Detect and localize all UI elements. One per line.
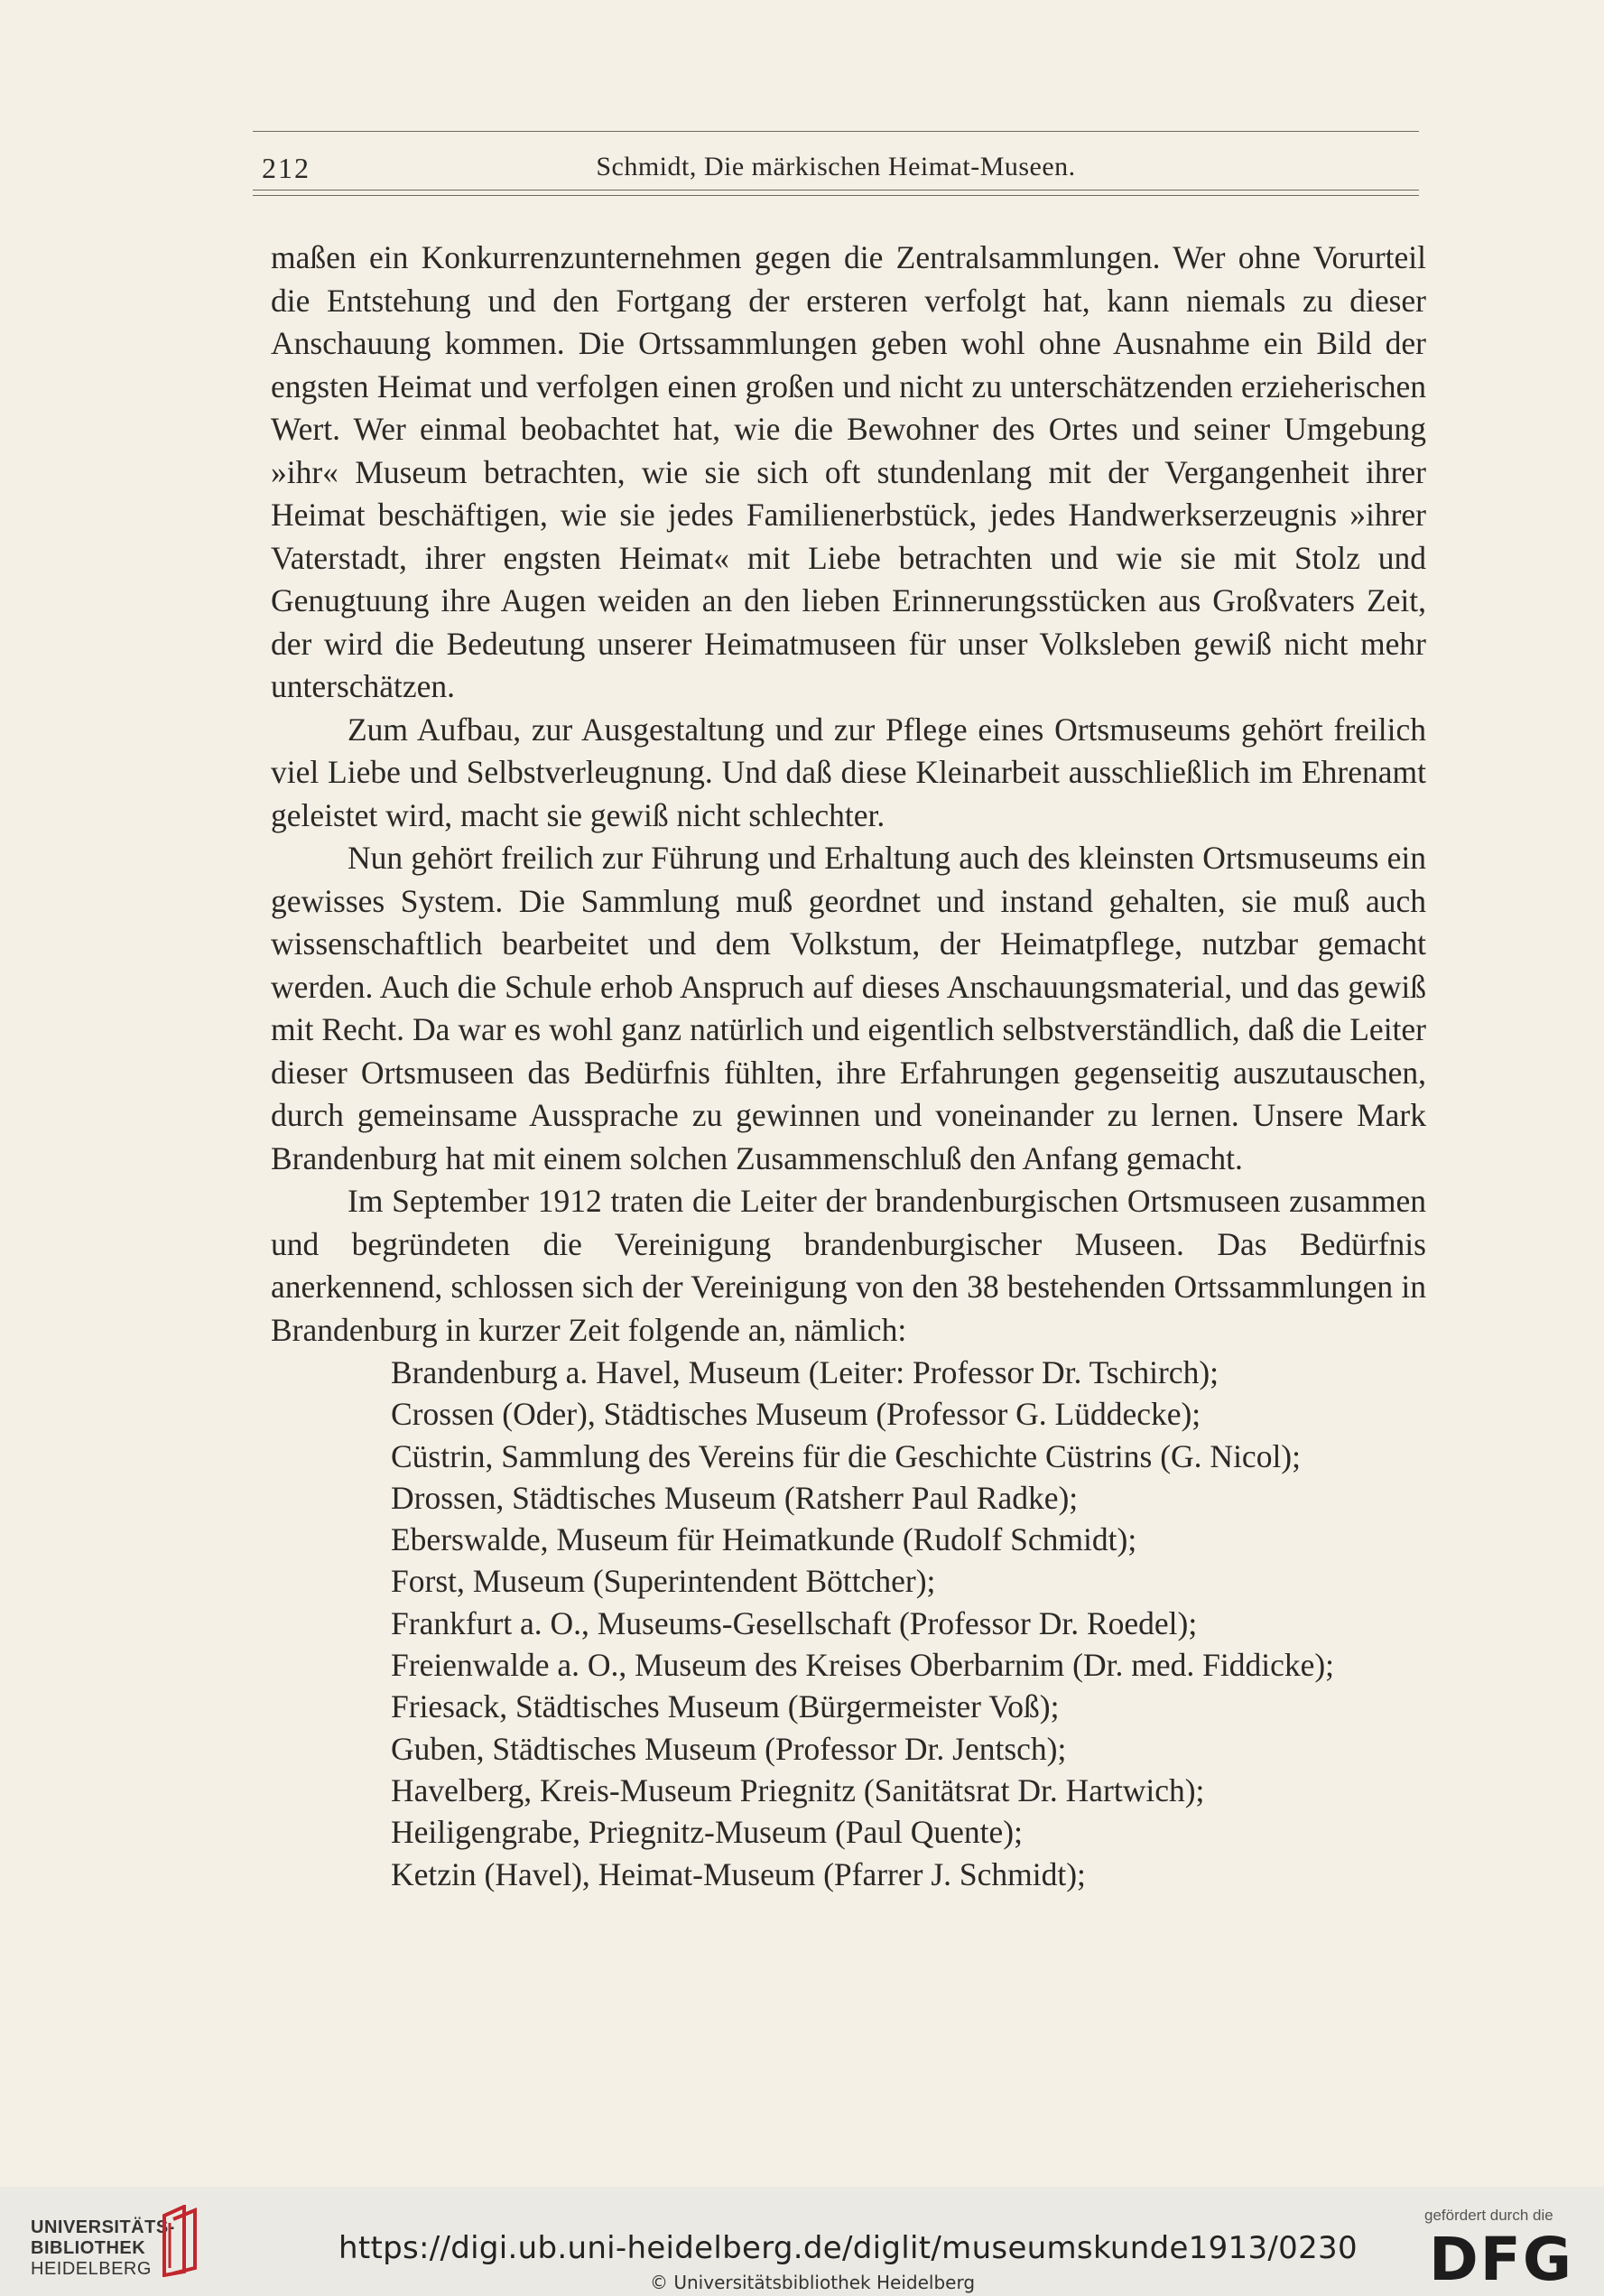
library-name-line: BIBLIOTHEK <box>31 2238 146 2258</box>
list-item: Guben, Städtisches Museum (Professor Dr. Jentsch); <box>391 1730 1067 1767</box>
paragraph: Zum Aufbau, zur Ausgestaltung und zur Pflege eines Ortsmuseums gehört freilich viel Liebe und Selbstverleugnung. Und daß diese Kleinarbeit ausschließlich im Ehrenamt geleistet wird, macht sie gewiß nicht schlechter. <box>271 711 1426 833</box>
running-title: Schmidt, Die märkischen Heimat-Museen. <box>596 152 1076 181</box>
dfg-logo[interactable]: DFG <box>1429 2225 1574 2294</box>
funding-note: gefördert durch die <box>1424 2207 1553 2224</box>
museum-list <box>271 1352 1426 1895</box>
list-item: Eberswalde, Museum für Heimatkunde (Rudolf Schmidt); <box>391 1521 1137 1558</box>
footer-band <box>0 2187 1604 2296</box>
list-item: Freienwalde a. O., Museum des Kreises Oberbarnim (Dr. med. Fiddicke); <box>391 1647 1335 1684</box>
page-number: 212 <box>262 152 311 184</box>
article-body <box>271 237 1426 1895</box>
header-rule-top <box>253 131 1419 132</box>
permalink-url[interactable]: https://digi.ub.uni-heidelberg.de/diglit/museumskunde1913/0230 <box>338 2230 1358 2266</box>
list-item: Ketzin (Havel), Heimat-Museum (Pfarrer J. Schmidt); <box>391 1855 1086 1892</box>
list-item: Forst, Museum (Superintendent Böttcher); <box>391 1563 936 1600</box>
list-item: Friesack, Städtisches Museum (Bürgermeister Voß); <box>391 1688 1060 1725</box>
paragraph: maßen ein Konkurrenzunternehmen gegen die Zentralsammlungen. Wer ohne Vorurteil die Entstehung und den Fortgang der ersteren verfolgt hat, kann niemals zu dieser Anschauung kommen. Die Ortssammlungen geben wohl ohne Ausnahme ein Bild der engsten Heimat und verfolgen einen großen und nicht zu unterschätzenden erzieherischen Wert. Wer einmal beobachtet hat, wie die Bewohner des Ortes und seiner Umgebung »ihr« Museum betrachten, wie sie sich oft stundenlang mit der Vergangenheit ihrer Heimat beschäftigen, wie sie jedes Familienerbstück, jedes Handwerkserzeugnis »ihrer Vaterstadt, ihrer engsten Heimat« mit Liebe betrachten und wie sie mit Stolz und Genugtuung ihre Augen weiden an den lieben Erinnerungsstücken aus Großvaters Zeit, der wird die Bedeutung unserer Heimatmuseen für unser Volksleben gewiß nicht mehr unterschätzen. <box>271 239 1426 704</box>
list-item: Cüstrin, Sammlung des Vereins für die Geschichte Cüstrins (G. Nicol); <box>391 1437 1301 1474</box>
list-item: Heiligengrabe, Priegnitz-Museum (Paul Quente); <box>391 1814 1023 1851</box>
list-item: Crossen (Oder), Städtisches Museum (Professor G. Lüddecke); <box>391 1396 1201 1433</box>
header-rule-double <box>253 190 1419 196</box>
library-name[interactable] <box>31 2217 175 2280</box>
list-item: Drossen, Städtisches Museum (Ratsherr Paul Radke); <box>391 1479 1079 1516</box>
library-name-line: UNIVERSITÄTS- <box>31 2217 175 2237</box>
paragraph: Im September 1912 traten die Leiter der brandenburgischen Ortsmuseen zusammen und begründeten die Vereinigung brandenburgischer Museen. Das Bedürfnis anerkennend, schlossen sich der Vereinigung von den 38 bestehenden Ortssammlungen in Brandenburg in kurzer Zeit folgende an, nämlich: <box>271 1183 1426 1348</box>
paragraph: Nun gehört freilich zur Führung und Erhaltung auch des kleinsten Ortsmuseums ein gewisses System. Die Sammlung muß geordnet und instand gehalten, sie muß auch wissenschaftlich bearbeitet und dem Volkstum, der Heimatpflege, nutzbar gemacht werden. Auch die Schule erhob Anspruch auf dieses Anschauungsmaterial, und das gewiß mit Recht. Da war es wohl ganz natürlich und eigentlich selbstverständlich, daß die Leiter dieser Ortsmuseen das Bedürfnis fühlten, ihre Erfahrungen gegenseitig auszutauschen, durch gemeinsame Aussprache zu gewinnen und voneinander zu lernen. Unsere Mark Brandenburg hat mit einem solchen Zusammenschluß den Anfang gemacht. <box>271 840 1426 1176</box>
list-item: Brandenburg a. Havel, Museum (Leiter: Professor Dr. Tschirch); <box>391 1354 1219 1390</box>
library-name-line: HEIDELBERG <box>31 2259 152 2279</box>
copyright-text: © Universitätsbibliothek Heidelberg <box>650 2272 976 2293</box>
list-item: Frankfurt a. O., Museums-Gesellschaft (Professor Dr. Roedel); <box>391 1604 1198 1641</box>
list-item: Havelberg, Kreis-Museum Priegnitz (Sanitätsrat Dr. Hartwich); <box>391 1771 1205 1808</box>
ub-heidelberg-logo-icon[interactable] <box>159 2205 200 2277</box>
